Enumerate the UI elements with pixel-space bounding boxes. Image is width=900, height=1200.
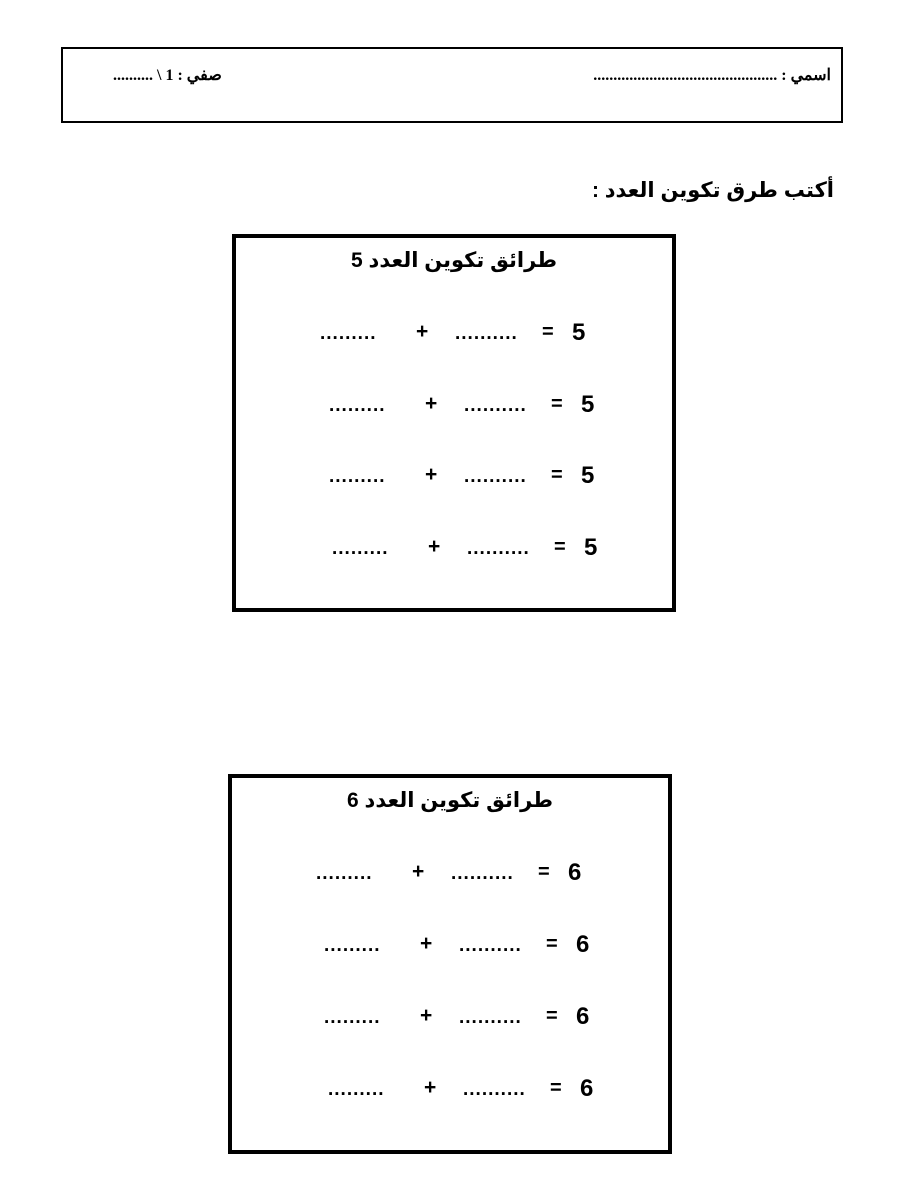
student-name-field[interactable]: اسمي : .............................................. (593, 67, 831, 84)
target-number: 6 (580, 1075, 594, 1102)
card-title: طرائق تكوين العدد 5 (351, 249, 557, 272)
equals-sign: = (550, 1077, 562, 1099)
target-number: 5 (584, 534, 598, 561)
left-addend-blank[interactable]: ......... (324, 1007, 381, 1028)
right-addend-blank[interactable]: .......... (459, 935, 522, 956)
worksheet-instruction: أكتب طرق تكوين العدد : (591, 179, 834, 202)
student-class-field[interactable]: صفي : 1 \ .......... (113, 67, 222, 84)
plus-sign: + (416, 320, 429, 343)
plus-sign: + (424, 1076, 437, 1099)
plus-sign: + (428, 535, 441, 558)
number-6-card (228, 774, 672, 1154)
equation-row (329, 462, 609, 494)
right-addend-blank[interactable]: .......... (464, 395, 527, 416)
plus-sign: + (412, 860, 425, 883)
number-5-card (232, 234, 676, 612)
right-addend-blank[interactable]: .......... (467, 538, 530, 559)
left-addend-blank[interactable]: ......... (329, 395, 386, 416)
plus-sign: + (425, 463, 438, 486)
equation-row (332, 534, 612, 566)
equation-row (320, 319, 600, 351)
equation-row (324, 1003, 604, 1035)
right-addend-blank[interactable]: .......... (464, 466, 527, 487)
left-addend-blank[interactable]: ......... (332, 538, 389, 559)
equation-row (329, 391, 609, 423)
target-number: 5 (572, 319, 586, 346)
target-number: 5 (581, 391, 595, 418)
right-addend-blank[interactable]: .......... (455, 323, 518, 344)
equation-row (316, 859, 596, 891)
equals-sign: = (551, 464, 563, 486)
equals-sign: = (538, 861, 550, 883)
plus-sign: + (420, 932, 433, 955)
plus-sign: + (425, 392, 438, 415)
card-title: طرائق تكوين العدد 6 (347, 789, 553, 812)
target-number: 5 (581, 462, 595, 489)
equation-row (328, 1075, 608, 1107)
left-addend-blank[interactable]: ......... (328, 1079, 385, 1100)
equals-sign: = (551, 393, 563, 415)
left-addend-blank[interactable]: ......... (324, 935, 381, 956)
equals-sign: = (554, 536, 566, 558)
left-addend-blank[interactable]: ......... (329, 466, 386, 487)
student-info-box (61, 47, 843, 123)
equals-sign: = (542, 321, 554, 343)
equals-sign: = (546, 933, 558, 955)
right-addend-blank[interactable]: .......... (451, 863, 514, 884)
target-number: 6 (576, 931, 590, 958)
left-addend-blank[interactable]: ......... (320, 323, 377, 344)
plus-sign: + (420, 1004, 433, 1027)
right-addend-blank[interactable]: .......... (459, 1007, 522, 1028)
right-addend-blank[interactable]: .......... (463, 1079, 526, 1100)
target-number: 6 (576, 1003, 590, 1030)
left-addend-blank[interactable]: ......... (316, 863, 373, 884)
equals-sign: = (546, 1005, 558, 1027)
target-number: 6 (568, 859, 582, 886)
equation-row (324, 931, 604, 963)
